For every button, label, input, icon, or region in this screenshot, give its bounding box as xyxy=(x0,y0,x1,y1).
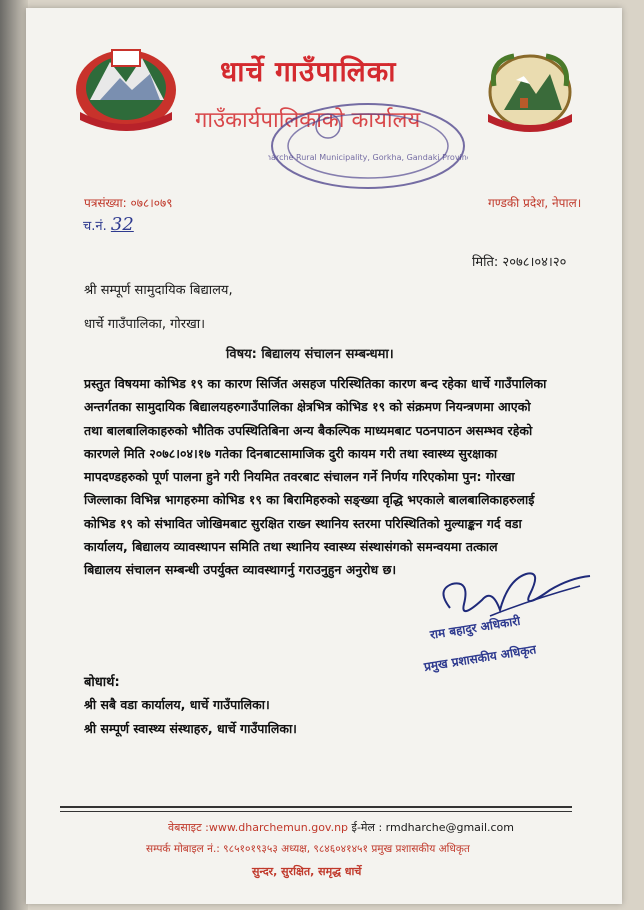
cc-item: श्री सबै वडा कार्यालय, धार्चे गाउँपालिका। xyxy=(84,697,270,712)
office-stamp xyxy=(268,98,468,198)
stamp-text: Dharche Rural Municipality, Gorkha, Gandaki Province xyxy=(268,153,468,162)
office-subtitle: गाउँकार्यपालिकाको कार्यालय xyxy=(195,108,421,133)
body-line: मापदण्डहरुको पूर्ण पालना हुने गरी नियमित तवरबाट संचालन गर्ने निर्णय गरिएकोमा पुन: गोरखा xyxy=(84,469,515,485)
body-line: जिल्लाका विभिन्न भागहरुमा कोभिड १९ का बिरामिहरुको सङ्ख्या वृद्धि भएकाले बालबालिकाहरुलाई xyxy=(84,492,535,508)
body-line: तथा बालबालिकाहरुको भौतिक उपस्थितिबिना अन्य बैकल्पिक माध्यमबाट पठनपाठन असम्भव रहेको xyxy=(84,422,533,438)
footer-website: वेबसाइट :www.dharchemun.gov.np xyxy=(168,821,349,834)
body-line: बिद्यालय संचालन सम्बन्धी उपर्युक्त व्यावस्थागर्नु गराउनुहुन अनुरोध छ। xyxy=(84,562,397,578)
body-line: अन्तर्गतका सामुदायिक बिद्यालयहरुगाउँपालिका क्षेत्रभित्र कोभिड १९ को संक्रमण नियन्त्रणमा आएको xyxy=(84,399,531,415)
cc-item: श्री सम्पूर्ण स्वास्थ्य संस्थाहरु, धार्चे गाउँपालिका। xyxy=(84,721,297,736)
letter-body xyxy=(84,372,592,582)
signatory-title: प्रमुख प्रशासकीय अधिकृत xyxy=(422,642,538,674)
nepal-emblem-icon xyxy=(70,40,182,144)
letter-date: मिति: २०७८।०४।२० xyxy=(472,255,567,270)
recipient-line-2: धार्चे गाउँपालिका, गोरखा। xyxy=(84,317,206,332)
subject-line: विषय: बिद्यालय संचालन सम्बन्धमा। xyxy=(226,347,394,362)
office-name: धार्चे गाउँपालिका xyxy=(220,55,397,88)
body-line: प्रस्तुत विषयमा कोभिड १९ का कारण सिर्जित असहज परिस्थितिका कारण बन्द रहेका धार्चे गाउँपालिका xyxy=(84,376,547,391)
footer-phone: सम्पर्क मोबाइल नं.: ९८५१०१९३५३ अध्यक्ष, ९८४६०४१४५१ प्रमुख प्रशासकीय अधिकृत xyxy=(146,843,470,855)
body-line: कारणले मिति २०७८।०४।१७ गतेका दिनबाटसामाजिक दुरी कायम गरी तथा स्वास्थ्य सुरक्षाका xyxy=(84,445,498,461)
page-edge-shadow xyxy=(0,0,28,910)
province-label: गण्डकी प्रदेश, नेपाल। xyxy=(488,196,582,210)
dispatch-value: 32 xyxy=(110,214,134,235)
footer-email: ई-मेल : rmdharche@gmail.com xyxy=(351,821,514,834)
body-line: कार्यालय, बिद्यालय व्यावस्थापन समिति तथा स्थानिय स्वास्थ्य संस्थासंगको समन्वयमा तत्काल xyxy=(84,539,498,555)
dispatch-label: च.नं. xyxy=(83,219,107,234)
footer-divider xyxy=(60,811,572,812)
dispatch-number xyxy=(83,214,134,235)
footer-divider xyxy=(60,806,572,808)
footer-slogan: सुन्दर, सुरक्षित, समृद्ध धार्चे xyxy=(252,865,362,878)
cc-label: बोधार्थ: xyxy=(84,675,120,690)
recipient-line-1: श्री सम्पूर्ण सामुदायिक बिद्यालय, xyxy=(84,283,233,298)
municipality-logo-icon xyxy=(480,50,580,142)
signatory-name: राम बहादुर अधिकारी xyxy=(428,613,522,642)
footer-contact-web xyxy=(168,820,514,835)
body-line: कोभिड १९ को संभावित जोखिमबाट सुरक्षित राख्न स्थानिय स्तरमा परिस्थितिको मुल्याङ्कन गर्द वडा xyxy=(84,515,522,531)
letter-number: पत्रसंख्या: ०७८।०७९ xyxy=(84,196,173,210)
